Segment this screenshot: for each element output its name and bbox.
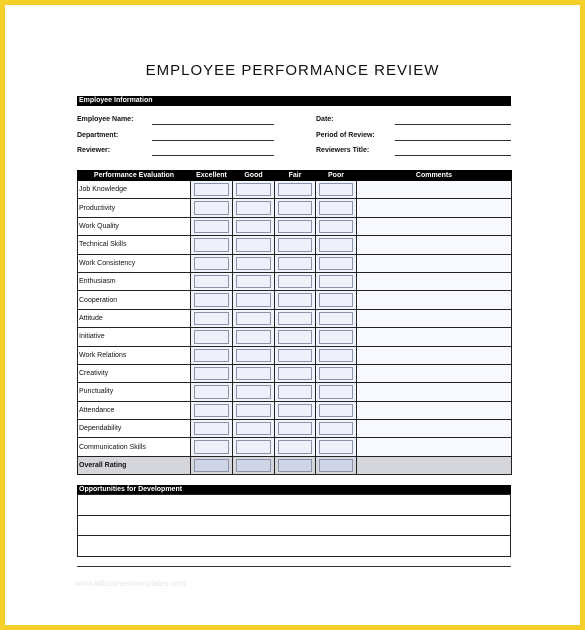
- rating-checkbox-fair[interactable]: [278, 312, 312, 325]
- table-row: [78, 401, 512, 419]
- rating-checkbox-good[interactable]: [236, 312, 271, 325]
- rating-cell-excellent: [191, 456, 233, 474]
- rating-checkbox-fair[interactable]: [278, 349, 312, 362]
- comments-field[interactable]: [357, 328, 512, 346]
- table-row: [78, 383, 512, 401]
- reviewers-title-label: Reviewers Title:: [316, 147, 370, 154]
- rating-cell-poor: [316, 291, 357, 309]
- table-row: [78, 346, 512, 364]
- comments-field[interactable]: [357, 420, 512, 438]
- table-row: [78, 364, 512, 382]
- column-header: Fair: [275, 171, 316, 181]
- rating-cell-poor: [316, 456, 357, 474]
- rating-checkbox-poor[interactable]: [319, 404, 353, 417]
- comments-field[interactable]: [357, 456, 512, 474]
- department-field[interactable]: [152, 140, 274, 141]
- rating-cell-poor: [316, 438, 357, 456]
- rating-checkbox-good[interactable]: [236, 257, 271, 270]
- rating-checkbox-fair[interactable]: [278, 385, 312, 398]
- rating-cell-excellent: [191, 309, 233, 327]
- criterion-label: Attitude: [78, 309, 191, 327]
- rating-cell-excellent: [191, 420, 233, 438]
- overall-rating-row: [78, 456, 512, 474]
- column-header: Performance Evaluation: [78, 171, 191, 181]
- evaluation-table: [77, 170, 512, 475]
- rating-checkbox-poor[interactable]: [319, 220, 353, 233]
- rating-cell-good: [233, 309, 275, 327]
- date-label: Date:: [316, 116, 334, 123]
- rating-cell-good: [233, 291, 275, 309]
- period-field[interactable]: [395, 140, 511, 141]
- rating-checkbox-poor[interactable]: [319, 349, 353, 362]
- rating-checkbox-poor[interactable]: [319, 312, 353, 325]
- rating-cell-poor: [316, 420, 357, 438]
- opportunities-line[interactable]: [78, 536, 511, 557]
- rating-checkbox-good[interactable]: [236, 293, 271, 306]
- table-row: [78, 199, 512, 217]
- rating-checkbox-good[interactable]: [236, 404, 271, 417]
- rating-cell-excellent: [191, 383, 233, 401]
- reviewers-title-field[interactable]: [395, 155, 511, 156]
- date-field[interactable]: [395, 124, 511, 125]
- rating-cell-poor: [316, 328, 357, 346]
- rating-checkbox-excellent[interactable]: [194, 459, 229, 472]
- rating-cell-good: [233, 272, 275, 290]
- overall-rating-label: Overall Rating: [78, 456, 191, 474]
- comments-field[interactable]: [357, 199, 512, 217]
- rating-cell-poor: [316, 272, 357, 290]
- comments-field[interactable]: [357, 254, 512, 272]
- rating-cell-excellent: [191, 438, 233, 456]
- rating-cell-good: [233, 346, 275, 364]
- criterion-label: Work Quality: [78, 217, 191, 235]
- rating-checkbox-excellent[interactable]: [194, 367, 229, 380]
- rating-cell-poor: [316, 346, 357, 364]
- rating-checkbox-excellent[interactable]: [194, 385, 229, 398]
- rating-checkbox-fair[interactable]: [278, 440, 312, 453]
- rating-checkbox-fair[interactable]: [278, 459, 312, 472]
- employee-name-label: Employee Name:: [77, 116, 134, 123]
- rating-cell-fair: [275, 420, 316, 438]
- rating-cell-fair: [275, 364, 316, 382]
- comments-field[interactable]: [357, 217, 512, 235]
- rating-cell-fair: [275, 236, 316, 254]
- column-header: Excellent: [191, 171, 233, 181]
- rating-cell-poor: [316, 364, 357, 382]
- table-row: [78, 309, 512, 327]
- rating-checkbox-excellent[interactable]: [194, 238, 229, 251]
- table-row: [78, 236, 512, 254]
- rating-checkbox-good[interactable]: [236, 385, 271, 398]
- rating-cell-fair: [275, 309, 316, 327]
- divider: [77, 566, 511, 567]
- rating-checkbox-poor[interactable]: [319, 183, 353, 196]
- rating-cell-good: [233, 217, 275, 235]
- rating-checkbox-poor[interactable]: [319, 440, 353, 453]
- table-row: [78, 254, 512, 272]
- rating-checkbox-excellent[interactable]: [194, 440, 229, 453]
- column-header: Good: [233, 171, 275, 181]
- rating-checkbox-poor[interactable]: [319, 422, 353, 435]
- rating-checkbox-good[interactable]: [236, 440, 271, 453]
- rating-cell-fair: [275, 199, 316, 217]
- column-header: Comments: [357, 171, 512, 181]
- department-label: Department:: [77, 132, 119, 139]
- criterion-label: Technical Skills: [78, 236, 191, 254]
- rating-cell-good: [233, 254, 275, 272]
- rating-checkbox-fair[interactable]: [278, 220, 312, 233]
- rating-checkbox-excellent[interactable]: [194, 183, 229, 196]
- rating-checkbox-good[interactable]: [236, 422, 271, 435]
- rating-checkbox-fair[interactable]: [278, 275, 312, 288]
- comments-field[interactable]: [357, 401, 512, 419]
- rating-cell-poor: [316, 309, 357, 327]
- rating-checkbox-excellent[interactable]: [194, 275, 229, 288]
- rating-cell-excellent: [191, 236, 233, 254]
- rating-cell-excellent: [191, 328, 233, 346]
- rating-checkbox-fair[interactable]: [278, 404, 312, 417]
- criterion-label: Attendance: [78, 401, 191, 419]
- rating-cell-good: [233, 181, 275, 199]
- comments-field[interactable]: [357, 291, 512, 309]
- criterion-label: Enthusiasm: [78, 272, 191, 290]
- criterion-label: Initiative: [78, 328, 191, 346]
- criterion-label: Job Knowledge: [78, 181, 191, 199]
- comments-field[interactable]: [357, 181, 512, 199]
- rating-cell-poor: [316, 401, 357, 419]
- table-row: [78, 272, 512, 290]
- criterion-label: Work Consistency: [78, 254, 191, 272]
- table-row: [78, 438, 512, 456]
- employee-name-field[interactable]: [152, 124, 274, 125]
- rating-cell-fair: [275, 328, 316, 346]
- opportunities-line[interactable]: [78, 515, 511, 536]
- rating-checkbox-excellent[interactable]: [194, 422, 229, 435]
- rating-checkbox-good[interactable]: [236, 201, 271, 214]
- rating-cell-good: [233, 456, 275, 474]
- rating-cell-fair: [275, 383, 316, 401]
- rating-cell-fair: [275, 291, 316, 309]
- rating-checkbox-good[interactable]: [236, 349, 271, 362]
- rating-cell-excellent: [191, 272, 233, 290]
- table-row: [78, 217, 512, 235]
- table-row: [78, 328, 512, 346]
- rating-cell-fair: [275, 254, 316, 272]
- rating-checkbox-fair[interactable]: [278, 330, 312, 343]
- rating-cell-excellent: [191, 364, 233, 382]
- evaluation-header-row: [78, 171, 512, 181]
- rating-checkbox-fair[interactable]: [278, 201, 312, 214]
- opportunities-table: [77, 494, 511, 557]
- rating-cell-good: [233, 401, 275, 419]
- rating-checkbox-poor[interactable]: [319, 238, 353, 251]
- rating-checkbox-fair[interactable]: [278, 183, 312, 196]
- rating-cell-poor: [316, 199, 357, 217]
- criterion-label: Productivity: [78, 199, 191, 217]
- rating-checkbox-poor[interactable]: [319, 330, 353, 343]
- criterion-label: Cooperation: [78, 291, 191, 309]
- rating-checkbox-poor[interactable]: [319, 201, 353, 214]
- rating-checkbox-poor[interactable]: [319, 257, 353, 270]
- rating-checkbox-fair[interactable]: [278, 367, 312, 380]
- rating-cell-good: [233, 328, 275, 346]
- rating-checkbox-poor[interactable]: [319, 275, 353, 288]
- reviewer-field[interactable]: [152, 155, 274, 156]
- rating-cell-poor: [316, 217, 357, 235]
- comments-field[interactable]: [357, 309, 512, 327]
- rating-checkbox-poor[interactable]: [319, 459, 353, 472]
- rating-checkbox-excellent[interactable]: [194, 349, 229, 362]
- rating-checkbox-poor[interactable]: [319, 385, 353, 398]
- opportunities-header: Opportunities for Development: [77, 485, 511, 495]
- rating-cell-good: [233, 420, 275, 438]
- rating-checkbox-excellent[interactable]: [194, 220, 229, 233]
- rating-checkbox-good[interactable]: [236, 220, 271, 233]
- rating-checkbox-excellent[interactable]: [194, 257, 229, 270]
- rating-cell-excellent: [191, 181, 233, 199]
- comments-field[interactable]: [357, 383, 512, 401]
- rating-cell-excellent: [191, 346, 233, 364]
- rating-cell-excellent: [191, 401, 233, 419]
- rating-checkbox-fair[interactable]: [278, 257, 312, 270]
- rating-checkbox-fair[interactable]: [278, 238, 312, 251]
- rating-checkbox-good[interactable]: [236, 330, 271, 343]
- rating-cell-excellent: [191, 217, 233, 235]
- document-title: EMPLOYEE PERFORMANCE REVIEW: [145, 62, 440, 79]
- rating-cell-poor: [316, 181, 357, 199]
- comments-field[interactable]: [357, 236, 512, 254]
- rating-checkbox-good[interactable]: [236, 183, 271, 196]
- comments-field[interactable]: [357, 364, 512, 382]
- rating-checkbox-good[interactable]: [236, 275, 271, 288]
- rating-cell-fair: [275, 438, 316, 456]
- criterion-label: Punctuality: [78, 383, 191, 401]
- rating-cell-excellent: [191, 254, 233, 272]
- rating-checkbox-fair[interactable]: [278, 293, 312, 306]
- rating-cell-fair: [275, 217, 316, 235]
- rating-cell-good: [233, 383, 275, 401]
- rating-cell-excellent: [191, 199, 233, 217]
- rating-checkbox-good[interactable]: [236, 367, 271, 380]
- rating-checkbox-excellent[interactable]: [194, 293, 229, 306]
- period-label: Period of Review:: [316, 132, 375, 139]
- rating-checkbox-poor[interactable]: [319, 293, 353, 306]
- table-row: [78, 420, 512, 438]
- rating-cell-fair: [275, 272, 316, 290]
- watermark: www.allbusinesstemplates.com: [75, 579, 186, 588]
- rating-checkbox-excellent[interactable]: [194, 312, 229, 325]
- rating-cell-fair: [275, 346, 316, 364]
- reviewer-label: Reviewer:: [77, 147, 111, 154]
- rating-cell-good: [233, 199, 275, 217]
- rating-checkbox-good[interactable]: [236, 238, 271, 251]
- rating-checkbox-excellent[interactable]: [194, 201, 229, 214]
- rating-checkbox-fair[interactable]: [278, 422, 312, 435]
- table-row: [78, 181, 512, 199]
- rating-cell-good: [233, 364, 275, 382]
- rating-cell-fair: [275, 181, 316, 199]
- rating-checkbox-excellent[interactable]: [194, 404, 229, 417]
- criterion-label: Creativity: [78, 364, 191, 382]
- table-row: [78, 291, 512, 309]
- comments-field[interactable]: [357, 346, 512, 364]
- rating-cell-poor: [316, 236, 357, 254]
- opportunities-line[interactable]: [78, 495, 511, 516]
- column-header: Poor: [316, 171, 357, 181]
- employee-info-header: Employee Information: [77, 96, 511, 106]
- rating-checkbox-poor[interactable]: [319, 367, 353, 380]
- rating-cell-good: [233, 236, 275, 254]
- rating-checkbox-excellent[interactable]: [194, 330, 229, 343]
- rating-cell-fair: [275, 456, 316, 474]
- rating-cell-poor: [316, 383, 357, 401]
- rating-cell-good: [233, 438, 275, 456]
- comments-field[interactable]: [357, 438, 512, 456]
- rating-cell-excellent: [191, 291, 233, 309]
- criterion-label: Work Relations: [78, 346, 191, 364]
- comments-field[interactable]: [357, 272, 512, 290]
- criterion-label: Communication Skills: [78, 438, 191, 456]
- rating-cell-poor: [316, 254, 357, 272]
- criterion-label: Dependability: [78, 420, 191, 438]
- rating-cell-fair: [275, 401, 316, 419]
- rating-checkbox-good[interactable]: [236, 459, 271, 472]
